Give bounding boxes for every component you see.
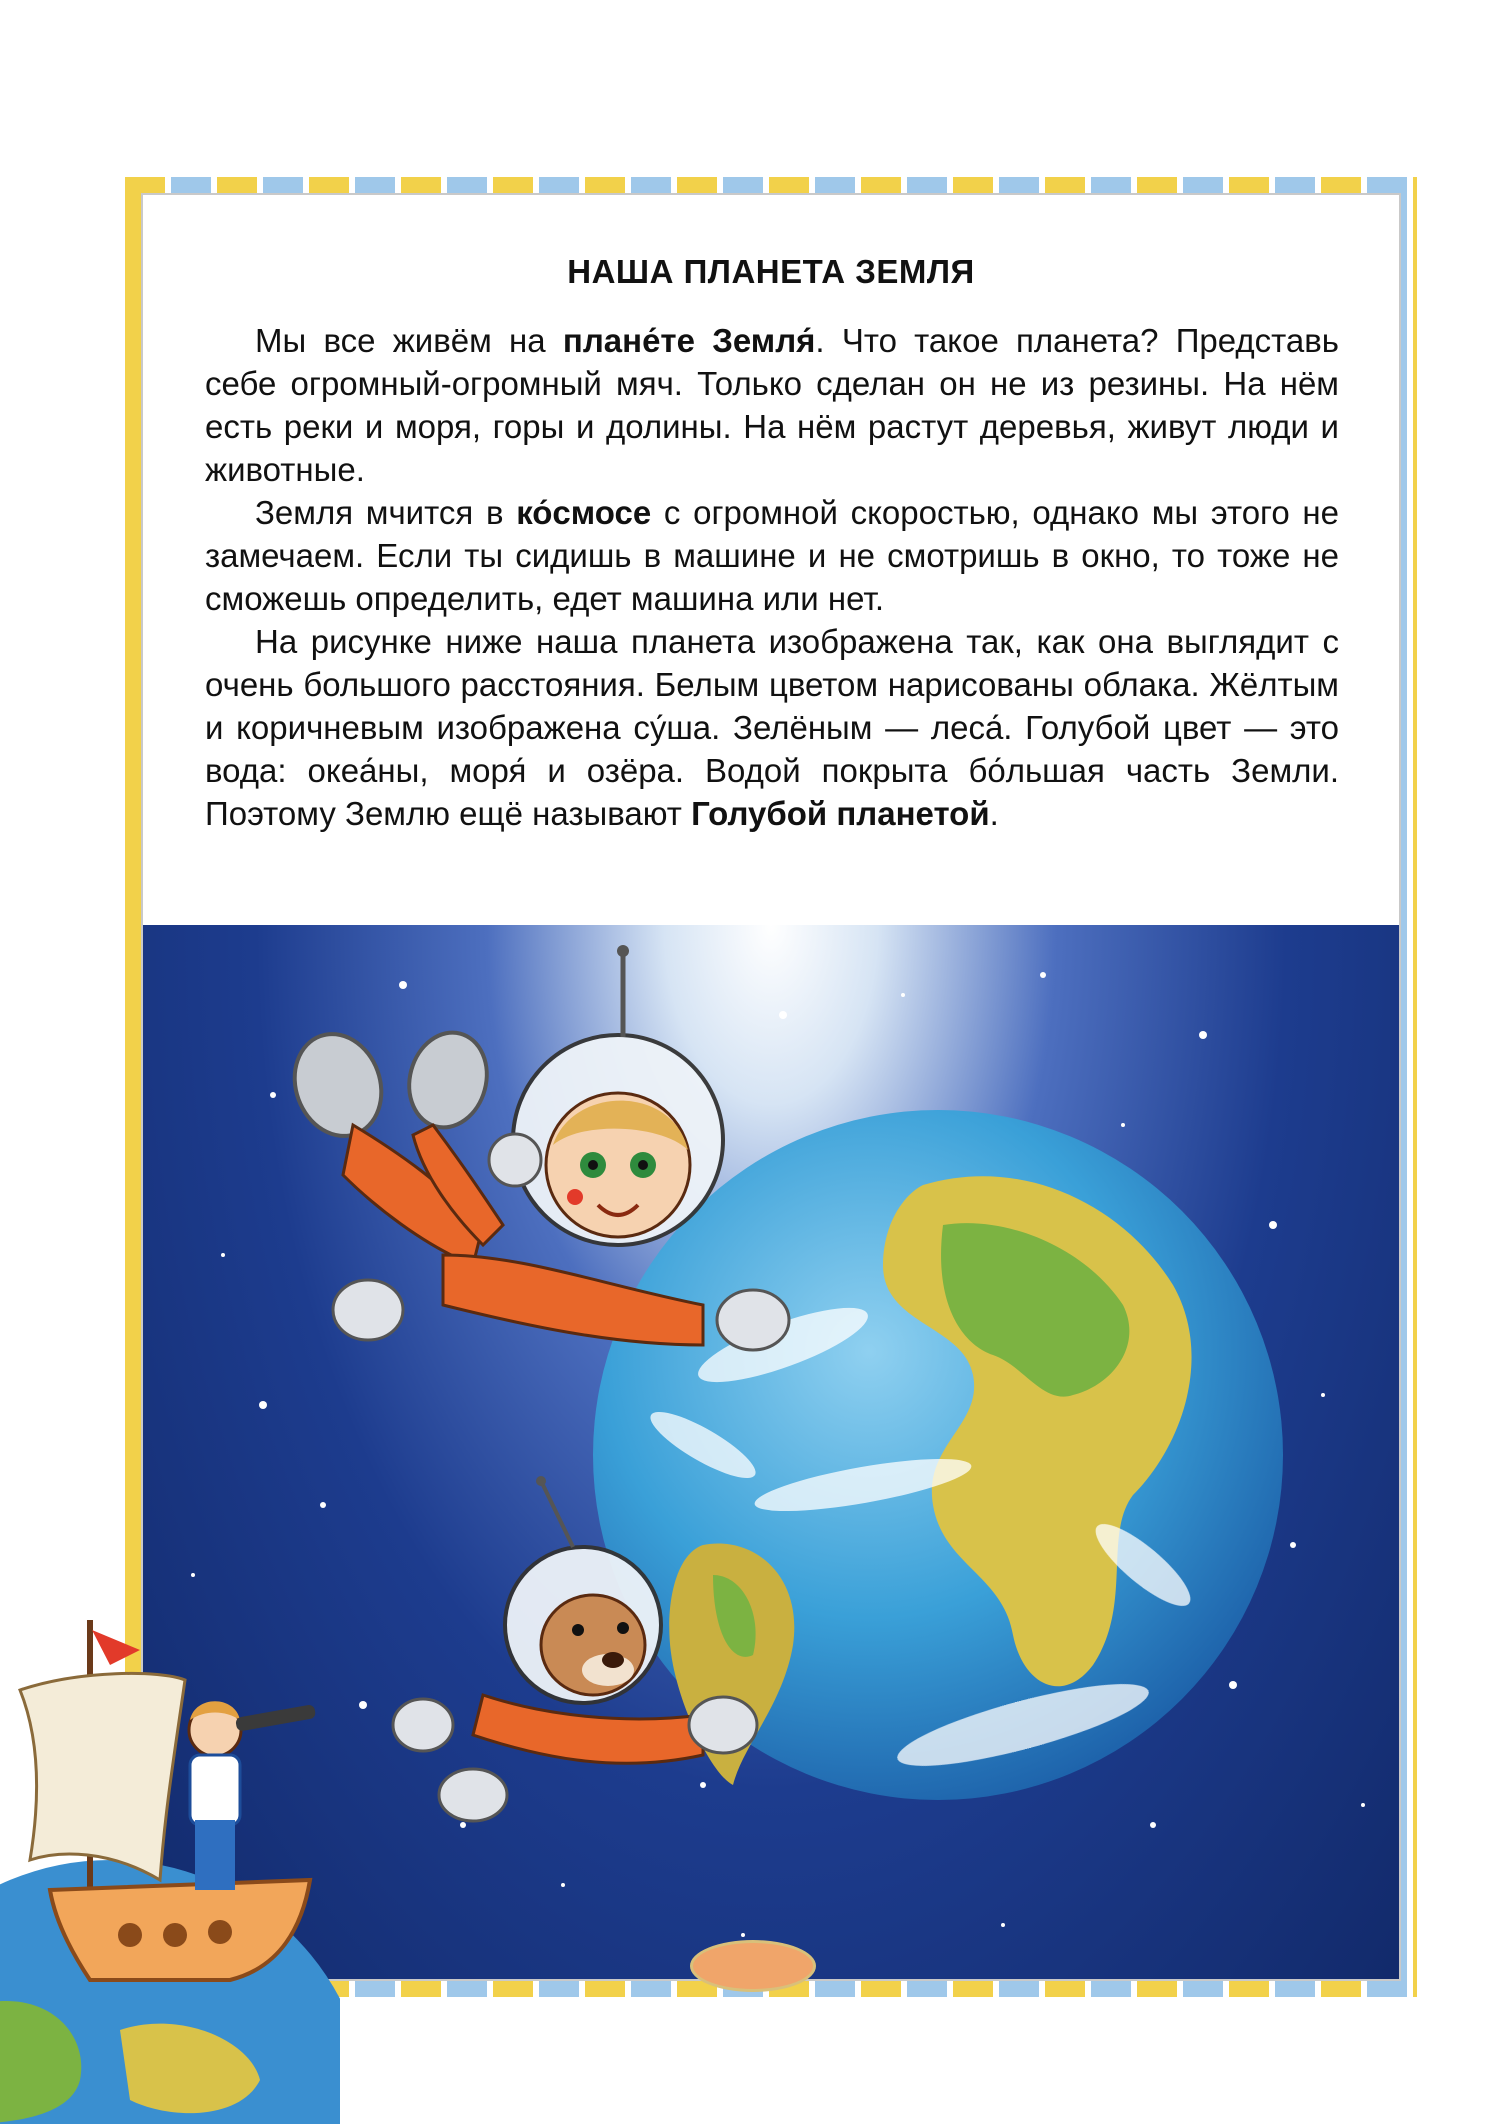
- earth-globe: [593, 1110, 1283, 1800]
- body-text: [205, 319, 1339, 835]
- term-blue-planet: Голубой планетой: [691, 795, 990, 832]
- page-title: НАША ПЛАНЕТА ЗЕМЛЯ: [567, 253, 975, 290]
- term-planet-earth: плане́те Земля́: [562, 322, 816, 359]
- term-cosmos: ко́смосе: [516, 494, 652, 531]
- paragraph-3: На рисунке ниже наша планета изображена так, как она выглядит с очень большого расстояния. Белым цветом нарисованы облака. Жёлтым и коричневым изображена су́ша. Зелёным — леса́. Голубой цвет — это вода: океа́ны, моря́ и озёра. Водой покрыта бо́льшая часть Земли. Поэтому Землю ещё называют Голубой планетой.: [205, 623, 1339, 832]
- sailboat: [20, 1620, 310, 1980]
- paragraph-1: Мы все живём на плане́те Земля́. Что такое планета? Представь себе огромный-огромный мяч. Только сделан он не из резины. На нём есть реки и моря, горы и долины. На нём растут деревья, живут люди и животные.: [205, 322, 1339, 488]
- boy-with-telescope: [189, 1701, 316, 1890]
- paragraph-2: Земля мчится в ко́смосе с огромной скоростью, однако мы этого не замечаем. Если ты сидишь в машине и не смотришь в окно, то тоже не сможешь определить, едет машина или нет.: [205, 494, 1340, 617]
- page-number-marker: [690, 1940, 816, 1992]
- corner-ship-globe: [0, 1560, 340, 2124]
